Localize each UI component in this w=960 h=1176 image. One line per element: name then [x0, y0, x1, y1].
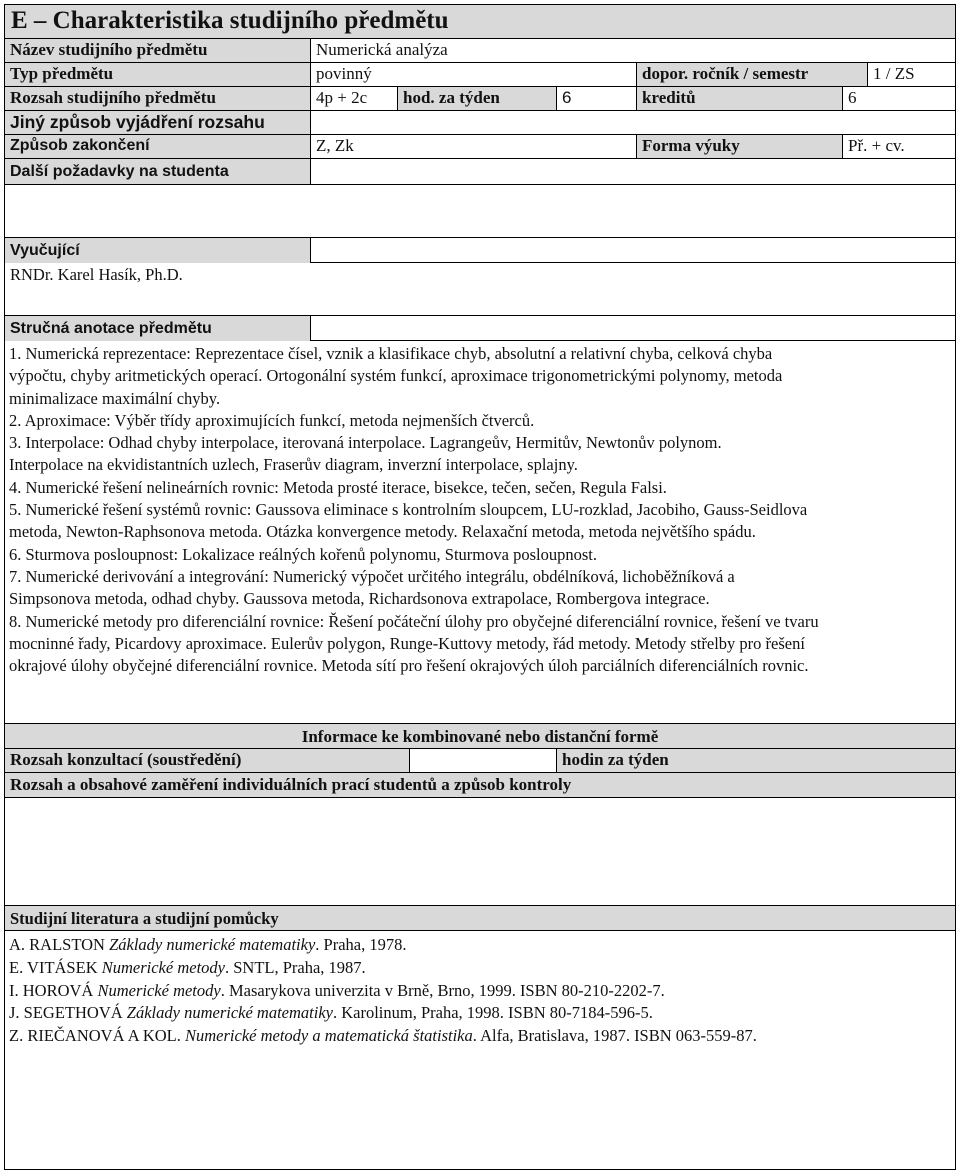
completion-value: Z, Zk	[310, 135, 636, 158]
lit-title: Numerické metody	[97, 980, 221, 1000]
page-title: E – Charakteristika studijního předmětu	[11, 7, 449, 34]
literature-header-row	[5, 905, 955, 931]
other-scope-label: Jiný způsob vyjádření rozsahu	[5, 111, 310, 134]
lit-title: Numerické metody	[101, 957, 225, 977]
lit-title: Základy numerické matematiky	[126, 1003, 333, 1023]
distance-header: Informace ke kombinované nebo distanční formě	[301, 727, 659, 746]
requirements-value	[310, 159, 955, 184]
lit-author: E. VITÁSEK	[9, 957, 102, 977]
annotation-line: metoda, Newton-Raphsonova metoda. Otázka konvergence metody. Relaxační metoda, metoda největšího spádu.	[9, 522, 756, 542]
teachers-label: Vyučující	[5, 238, 311, 263]
row-annotation-header	[5, 315, 955, 341]
course-name-label: Název studijního předmětu	[5, 39, 310, 62]
lit-publication: . SNTL, Praha, 1987.	[224, 957, 366, 977]
other-scope-value	[310, 111, 955, 134]
year-semester-value: 1 / ZS	[867, 63, 955, 86]
annotation-line: 1. Numerická reprezentace: Reprezentace čísel, vznik a klasifikace chyb, absolutní a relativní chyba, celková chyba	[9, 344, 773, 363]
course-type-value: povinný	[310, 63, 636, 86]
teaching-form-label: Forma výuky	[636, 135, 842, 158]
course-form	[4, 4, 956, 1170]
lit-publication: . Karolinum, Praha, 1998. ISBN 80-7184-596-5.	[332, 1003, 653, 1023]
lit-author: Z. RIEČANOVÁ A KOL.	[9, 1026, 185, 1046]
consultation-value	[409, 749, 556, 772]
individual-work-label: Rozsah a obsahové zaměření individuálních prací studentů a způsob kontroly	[10, 775, 572, 794]
credits-label: kreditů	[636, 87, 842, 110]
annotation-text	[9, 343, 947, 677]
row-consultation	[5, 749, 955, 773]
annotation-line: 8. Numerické metody pro diferenciální rovnice: Řešení počáteční úlohy pro obyčejné diferenciální rovnice, řešení ve tvaru	[9, 611, 819, 631]
hours-per-week-label: hod. za týden	[397, 87, 556, 110]
teacher-name: RNDr. Karel Hasík, Ph.D.	[10, 265, 183, 284]
year-semester-label: dopor. ročník / semestr	[636, 63, 867, 86]
completion-label: Způsob zakončení	[5, 135, 310, 158]
row-course-type	[5, 63, 955, 87]
course-name-value: Numerická analýza	[310, 39, 955, 62]
annotation-line: 4. Numerické řešení nelineárních rovnic: Metoda prosté iterace, bisekce, tečen, sečen, Regula Falsi.	[9, 477, 667, 497]
annotation-line: okrajové úlohy obyčejné diferenciální rovnice. Metoda sítí pro řešení okrajových úloh parciálních diferenciálních rovnic.	[9, 656, 809, 676]
row-course-name	[5, 39, 955, 63]
consultation-label: Rozsah konzultací (soustředění)	[5, 749, 409, 772]
annotation-label: Stručná anotace předmětu	[5, 316, 311, 341]
annotation-line: 7. Numerické derivování a integrování: Numerický výpočet určitého integrálu, obdélníková, lichoběžníková a	[9, 566, 735, 586]
scope-value: 4p + 2c	[310, 87, 397, 110]
row-completion	[5, 135, 955, 159]
lit-author: A. RALSTON	[9, 935, 110, 954]
annotation-line: výpočtu, chyby aritmetických operací. Ortogonální systém funkcí, aproximace trigonometrickými polynomy, metoda	[9, 366, 783, 386]
lit-publication: . Praha, 1978.	[315, 935, 407, 954]
literature-list	[9, 934, 947, 1048]
credits-value: 6	[842, 87, 955, 110]
row-individual-work	[5, 773, 955, 798]
annotation-line: 5. Numerické řešení systémů rovnic: Gaussova eliminace s kontrolním sloupcem, LU-rozklad, Jacobiho, Gauss-Seidlova	[9, 500, 808, 520]
row-other-scope	[5, 111, 955, 135]
row-course-scope	[5, 87, 955, 111]
literature-item	[9, 980, 947, 1003]
lit-publication: . Masarykova univerzita v Brně, Brno, 1999. ISBN 80-210-2202-7.	[220, 980, 665, 1000]
scope-label: Rozsah studijního předmětu	[5, 87, 310, 110]
lit-author: J. SEGETHOVÁ	[9, 1003, 127, 1023]
annotation-line: 2. Aproximace: Výběr třídy aproximujících funkcí, metoda nejmenších čtverců.	[9, 410, 535, 430]
teaching-form-value: Př. + cv.	[842, 135, 955, 158]
literature-item	[9, 1002, 947, 1025]
annotation-line: 6. Sturmova posloupnost: Lokalizace reálných kořenů polynomu, Sturmova posloupnost.	[9, 544, 597, 564]
lit-title: Numerické metody a matematická štatistika	[185, 1026, 473, 1046]
literature-item	[9, 1025, 947, 1048]
lit-title: Základy numerické matematiky	[109, 935, 316, 954]
consultation-hours-label: hodin za týden	[556, 749, 955, 772]
annotation-line: mocninné řady, Picardovy aproximace. Eulerův polygon, Runge-Kuttovy metody, řád metody. Metody střelby pro řešení	[9, 633, 805, 653]
literature-item	[9, 957, 947, 980]
annotation-line: minimalizace maximální chyby.	[9, 388, 221, 408]
literature-label: Studijní literatura a studijní pomůcky	[10, 909, 279, 928]
requirements-label: Další požadavky na studenta	[5, 159, 310, 184]
course-type-label: Typ předmětu	[5, 63, 310, 86]
row-teachers	[5, 237, 955, 263]
row-requirements	[5, 159, 955, 185]
annotation-line: Simpsonova metoda, odhad chyby. Gaussova metoda, Richardsonova extrapolace, Rombergova integrace.	[9, 589, 710, 609]
title-bar	[5, 5, 955, 39]
distance-header-row	[5, 723, 955, 749]
lit-publication: . Alfa, Bratislava, 1987. ISBN 063-559-87.	[472, 1026, 757, 1046]
lit-author: I. HOROVÁ	[9, 980, 98, 1000]
literature-item	[9, 934, 947, 957]
hours-per-week-value: 6	[556, 87, 636, 110]
annotation-line: Interpolace na ekvidistantních uzlech, Fraserův diagram, inverzní interpolace, splajny.	[9, 455, 578, 475]
annotation-line: 3. Interpolace: Odhad chyby interpolace, iterovaná interpolace. Lagrangeův, Hermitův, Newtonův polynom.	[9, 433, 722, 453]
